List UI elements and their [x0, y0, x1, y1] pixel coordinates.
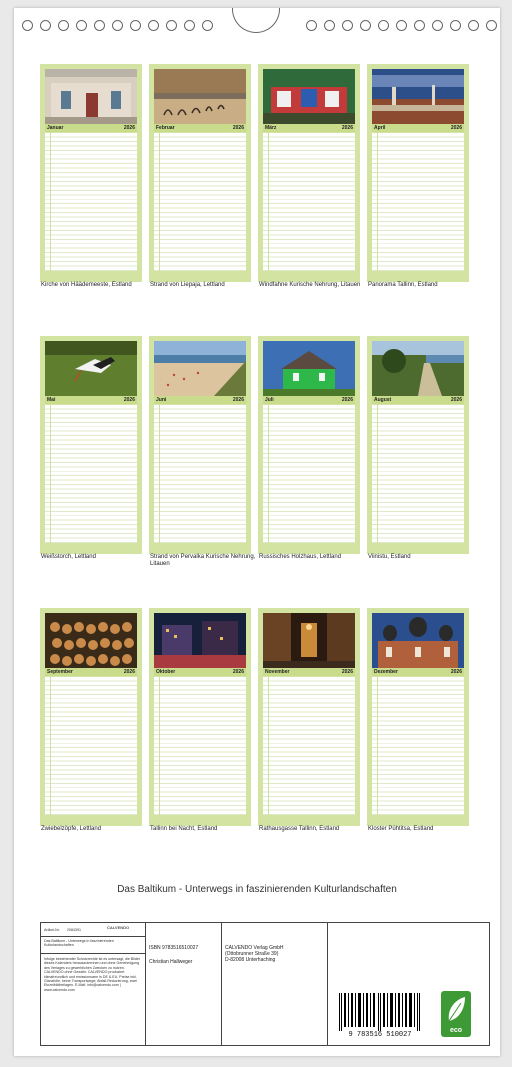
publisher-city: D-82008 Unterhaching — [225, 957, 276, 963]
month-year: 2026 — [450, 397, 462, 403]
month-october — [149, 608, 251, 826]
binding-hole — [396, 20, 407, 31]
month-name: November — [265, 669, 290, 675]
binding-hole — [202, 20, 213, 31]
barcode — [337, 993, 423, 1031]
month-april — [367, 64, 469, 282]
photo-caption: Windfahne Kurische Nehrung, Litauen — [259, 282, 361, 288]
month-name: Juni — [156, 397, 167, 403]
month-name: Mai — [47, 397, 56, 403]
binding-hole — [414, 20, 425, 31]
article-label: Artikel-Nr. — [44, 928, 60, 932]
binding-hole — [184, 20, 195, 31]
calendar-sheet — [14, 8, 500, 1056]
binding-hole — [324, 20, 335, 31]
month-year: 2026 — [123, 669, 135, 675]
month-photo — [372, 69, 464, 124]
month-name: Oktober — [156, 669, 176, 675]
month-march — [258, 64, 360, 282]
month-june — [149, 336, 251, 554]
month-year: 2026 — [341, 669, 353, 675]
month-name: Dezember — [374, 669, 398, 675]
binding-hole — [468, 20, 479, 31]
binding-hole — [148, 20, 159, 31]
month-year: 2026 — [232, 397, 244, 403]
binding-hole — [166, 20, 177, 31]
month-year: 2026 — [450, 125, 462, 131]
day-grid — [45, 677, 137, 815]
isbn: ISBN 9783516510027 — [149, 945, 199, 951]
month-year: 2026 — [123, 397, 135, 403]
binding-hole — [76, 20, 87, 31]
binding-hole — [130, 20, 141, 31]
publisher: CALVENDO Verlag GmbH — [225, 945, 284, 951]
divider — [41, 953, 145, 954]
month-name: April — [374, 125, 386, 131]
month-header — [372, 396, 464, 404]
month-january — [40, 64, 142, 282]
day-grid — [263, 405, 355, 543]
binding-hole — [360, 20, 371, 31]
month-year: 2026 — [232, 669, 244, 675]
month-photo — [154, 69, 246, 124]
month-photo — [154, 613, 246, 668]
photo-caption: Weißstorch, Lettland — [41, 554, 96, 560]
author: Christian Hallweger — [149, 959, 193, 965]
divider — [145, 923, 146, 1045]
month-photo — [45, 341, 137, 396]
photo-caption: Tallinn bei Nacht, Estland — [150, 826, 218, 832]
divider — [41, 936, 145, 937]
month-photo — [45, 69, 137, 124]
binding-hole — [432, 20, 443, 31]
month-header — [154, 668, 246, 676]
photo-caption: Kirche von Häädemeeste, Estland — [41, 282, 132, 288]
binding-hole — [112, 20, 123, 31]
publisher-street: (Ottobrunner Straße 39) — [225, 951, 279, 957]
photo-caption: Strand von Pervalka Kurische Nehrung, Litauen — [150, 554, 256, 567]
binding-hole — [94, 20, 105, 31]
day-grid — [372, 405, 464, 543]
month-year: 2026 — [123, 125, 135, 131]
legal-notice: Infolge bestehender Schutzrechte ist es untersagt, die Bilder dieses Kalenders herauszutrennen und ohne Genehmigung des Verlages zu gewerblichen Zwecken zu nutzen. CALVENDO ohne Gewähr. CALVENDO produziert klimafreundlich und emissionsarm in DE & EU. Preise inkl. Glanzfolie, keine Transportwege; Abfall-Reduzierung, zwei Einzelbildbeilagen. E-Mail: info@calvendo.com | www.calvendo.com — [44, 957, 141, 992]
month-photo — [263, 341, 355, 396]
month-photo — [45, 613, 137, 668]
month-header — [263, 396, 355, 404]
article-number: 2084391 — [67, 928, 81, 932]
month-photo — [154, 341, 246, 396]
month-july — [258, 336, 360, 554]
month-header — [154, 396, 246, 404]
month-header — [372, 668, 464, 676]
day-grid — [263, 133, 355, 271]
month-name: Juli — [265, 397, 274, 403]
day-grid — [154, 133, 246, 271]
month-header — [45, 668, 137, 676]
month-september — [40, 608, 142, 826]
calvendo-logo: CALVENDO — [107, 925, 130, 930]
calendar-title: Das Baltikum - Unterwegs in faszinierenden Kulturlandschaften — [117, 884, 397, 895]
day-grid — [372, 677, 464, 815]
day-grid — [154, 405, 246, 543]
photo-caption: Strand von Liepaja, Lettland — [150, 282, 225, 288]
day-grid — [154, 677, 246, 815]
month-november — [258, 608, 360, 826]
month-february — [149, 64, 251, 282]
month-name: Februar — [156, 125, 175, 131]
month-photo — [263, 69, 355, 124]
eco-label: eco — [449, 1027, 463, 1034]
photo-caption: Zwiebelzöpfe, Lettland — [41, 826, 102, 832]
month-header — [263, 124, 355, 132]
eco-badge — [441, 991, 471, 1037]
binding-hole — [22, 20, 33, 31]
month-name: September — [47, 669, 73, 675]
month-header — [45, 396, 137, 404]
month-header — [263, 668, 355, 676]
month-year: 2026 — [341, 397, 353, 403]
binding-hole — [40, 20, 51, 31]
day-grid — [372, 133, 464, 271]
month-year: 2026 — [450, 669, 462, 675]
month-august — [367, 336, 469, 554]
photo-caption: Russisches Holzhaus, Lettland — [259, 554, 342, 560]
month-name: März — [265, 125, 277, 131]
month-year: 2026 — [232, 125, 244, 131]
photo-caption: Rathausgasse Tallinn, Estland — [259, 826, 340, 832]
binding-hole — [450, 20, 461, 31]
photo-caption: Panorama Tallinn, Estland — [368, 282, 438, 288]
info-panel — [40, 922, 490, 1046]
binding-hole — [342, 20, 353, 31]
month-header — [154, 124, 246, 132]
month-name: Januar — [47, 125, 64, 131]
binding-hole — [378, 20, 389, 31]
month-photo — [263, 613, 355, 668]
month-photo — [372, 341, 464, 396]
month-december — [367, 608, 469, 826]
day-grid — [45, 405, 137, 543]
barcode-digits: 9 783516 510027 — [348, 1031, 412, 1039]
divider — [327, 923, 328, 1045]
day-grid — [263, 677, 355, 815]
photo-caption: Kloster Pühtitsa, Estland — [368, 826, 434, 832]
month-header — [372, 124, 464, 132]
binding-hole — [306, 20, 317, 31]
photo-caption: Viinistu, Estland — [368, 554, 411, 560]
binding-hole — [58, 20, 69, 31]
month-may — [40, 336, 142, 554]
product-title: Das Baltikum - Unterwegs in faszinierenden Kulturlandschaften — [44, 939, 114, 948]
binding-hole — [486, 20, 497, 31]
day-grid — [45, 133, 137, 271]
month-photo — [372, 613, 464, 668]
divider — [221, 923, 222, 1045]
month-name: August — [374, 397, 392, 403]
month-header — [45, 124, 137, 132]
month-year: 2026 — [341, 125, 353, 131]
